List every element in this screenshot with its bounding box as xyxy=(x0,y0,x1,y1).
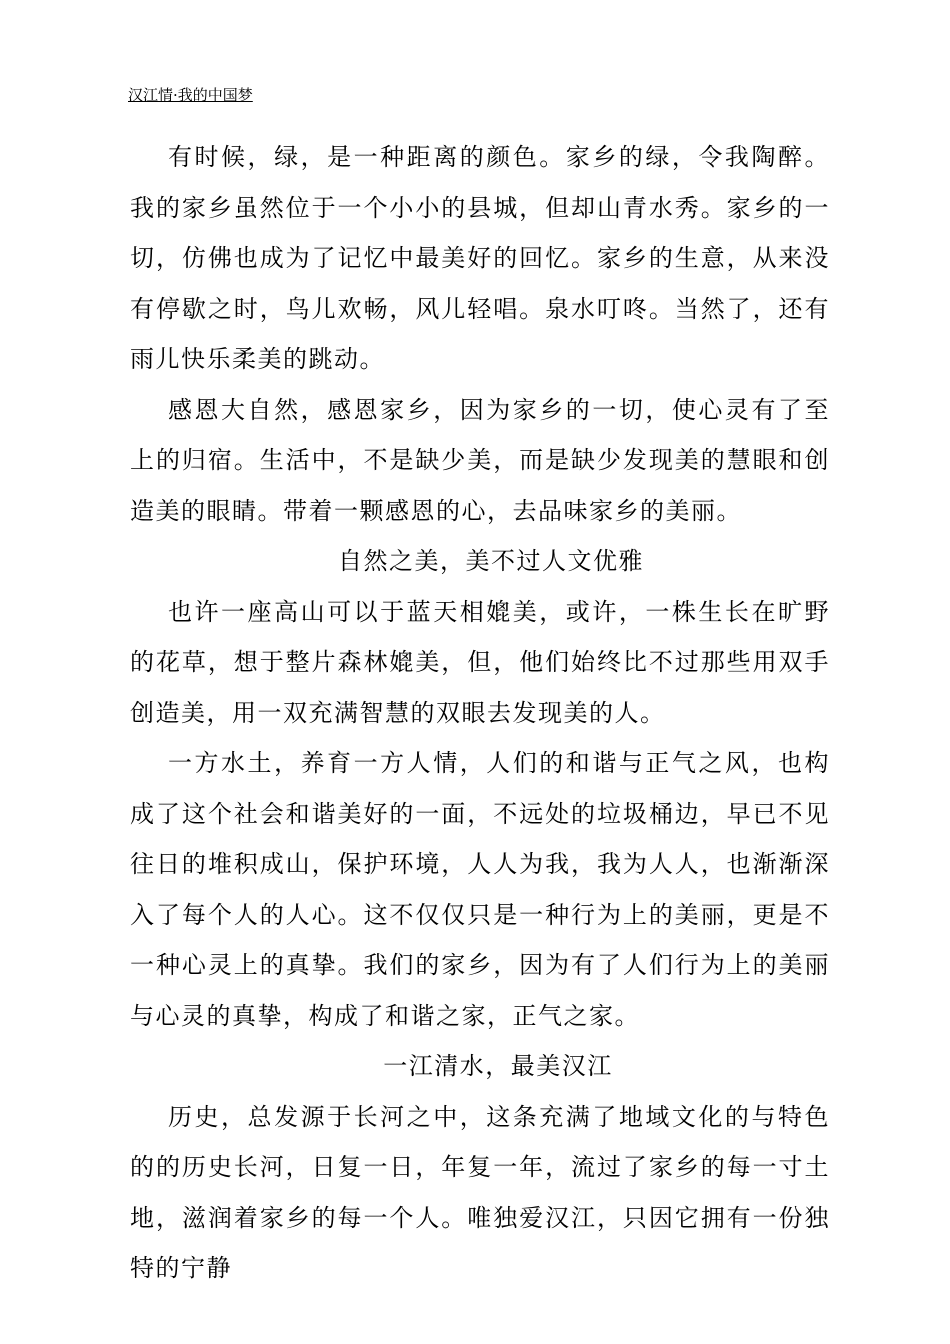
running-header: 汉江情·我的中国梦 xyxy=(128,86,253,104)
paragraph-mountain-flowers: 也许一座高山可以于蓝天相媲美，或许，一株生长在旷野的花草，想于整片森林媲美，但，他们始终比不过那些用双手创造美，用一双充满智慧的双眼去发现美的人。 xyxy=(130,597,830,727)
section-heading-hanjiang: 一江清水，最美汉江 xyxy=(383,1052,613,1080)
paragraph-green-hometown: 有时候，绿，是一种距离的颜色。家乡的绿，令我陶醉。我的家乡虽然位于一个小小的县城，但却山青水秀。家乡的一切，仿佛也成为了记忆中最美好的回忆。家乡的生意，从来没有停歇之时，鸟儿欢畅，风儿轻唱。泉水叮咚。当然了，还有雨儿快乐柔美的跳动。 xyxy=(130,143,830,373)
paragraph-harmony: 一方水土，养育一方人情，人们的和谐与正气之风，也构成了这个社会和谐美好的一面，不远处的垃圾桶边，早已不见往日的堆积成山，保护环境，人人为我，我为人人，也渐渐深入了每个人的人心。这不仅仅只是一种行为上的美丽，更是不一种心灵上的真挚。我们的家乡，因为有了人们行为上的美丽与心灵的真挚，构成了和谐之家，正气之家。 xyxy=(130,749,830,1030)
section-heading-nature-beauty: 自然之美，美不过人文优雅 xyxy=(338,547,644,575)
paragraph-history-river: 历史，总发源于长河之中，这条充满了地域文化的与特色的的历史长河，日复一日，年复一年，流过了家乡的每一寸土地，滋润着家乡的每一个人。唯独爱汉江，只因它拥有一份独特的宁静 xyxy=(130,1102,830,1282)
document-body xyxy=(130,132,830,1294)
paragraph-gratitude: 感恩大自然，感恩家乡，因为家乡的一切，使心灵有了至上的归宿。生活中，不是缺少美，而是缺少发现美的慧眼和创造美的眼睛。带着一颗感恩的心，去品味家乡的美丽。 xyxy=(130,395,830,525)
